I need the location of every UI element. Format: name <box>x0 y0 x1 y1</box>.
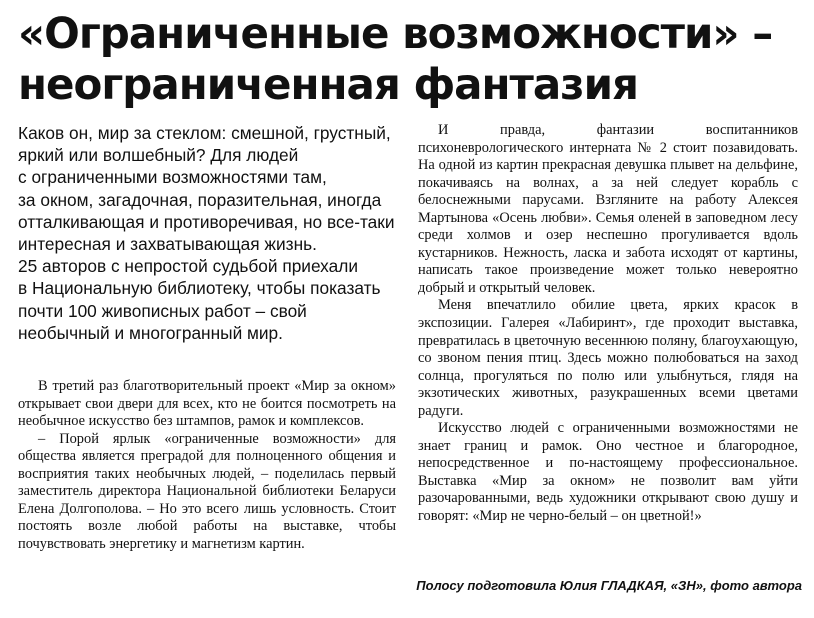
lead-paragraph <box>18 122 403 344</box>
body-paragraph: Меня впечатлило обилие цвета, ярких красок в экспозиции. Галерея «Лабиринт», где проходит выставка, превратилась в цветочную весеннюю поляну, благоухающую, со звоном пения птиц. Здесь можно полюбоваться на заход солнца, прогуляться по полю или улыбнуться, глядя на экзотических животных, разукрашенных всеми цветами радуги. <box>418 297 798 419</box>
body-paragraph: – Порой ярлык «ограниченные возможности» для общества является преградой для полноценного общения и восприятия таких необычных людей, – поделилась первый заместитель директора Национальной библиотеки Беларуси Елена Долгополова. – Но это всего лишь условность. Стоит постоять возле любой работы на выставке, чтобы почувствовать энергетику и магнетизм картин. <box>18 430 396 552</box>
author-credit: Полосу подготовила Юлия ГЛАДКАЯ, «ЗН», фото автора <box>416 578 802 593</box>
lead-line: яркий или волшебный? Для людей <box>18 145 299 166</box>
right-body-column <box>418 122 798 526</box>
headline-line-1: «Ограниченные возможности» – <box>18 8 773 58</box>
article-headline <box>18 8 808 110</box>
left-body-column <box>18 378 396 553</box>
lead-line: необычный и многогранный мир. <box>18 322 283 343</box>
lead-line: в Национальную библиотеку, чтобы показать <box>18 278 381 299</box>
lead-line: 25 авторов с непростой судьбой приехали <box>18 256 358 277</box>
lead-line: отталкивающая и противоречивая, но все-таки <box>18 211 395 232</box>
lead-line: почти 100 живописных работ – свой <box>18 300 307 321</box>
body-paragraph: И правда, фантазии воспитанников психоневрологического интерната № 2 стоит позавидовать. На одной из картин прекрасная девушка плывет на дельфине, покачиваясь на волнах, а за ней следует корабль с белоснежными парусами. Взгляните на работу Алексея Мартынова «Осень любви». Семья оленей в заповедном лесу среди холмов и озер неспешно прогуливается вдоль кустарников. Нежность, ласка и забота исходят от картины, написать такое произведение может только невероятно добрый и открытый человек. <box>418 122 798 296</box>
body-paragraph: Искусство людей с ограниченными возможностями не знает границ и рамок. Оно честное и благородное, непосредственное и по-настоящему профессиональное. Выставка «Мир за окном» не позволит вам уйти разочарованными, ведь художники открывают свою душу и говорят: «Мир не черно-белый – он цветной!» <box>418 420 798 525</box>
lead-line: интересная и захватывающая жизнь. <box>18 234 317 255</box>
lead-line: Каков он, мир за стеклом: смешной, грустный, <box>18 123 391 143</box>
headline-line-2: неограниченная фантазия <box>18 59 638 109</box>
body-paragraph: В третий раз благотворительный проект «Мир за окном» открывает свои двери для всех, кто не боится посмотреть на необычное искусство без штампов, рамок и комплексов. <box>18 378 396 430</box>
lead-line: за окном, загадочная, поразительная, иногда <box>18 189 382 210</box>
lead-line: с ограниченными возможностями там, <box>18 167 327 188</box>
